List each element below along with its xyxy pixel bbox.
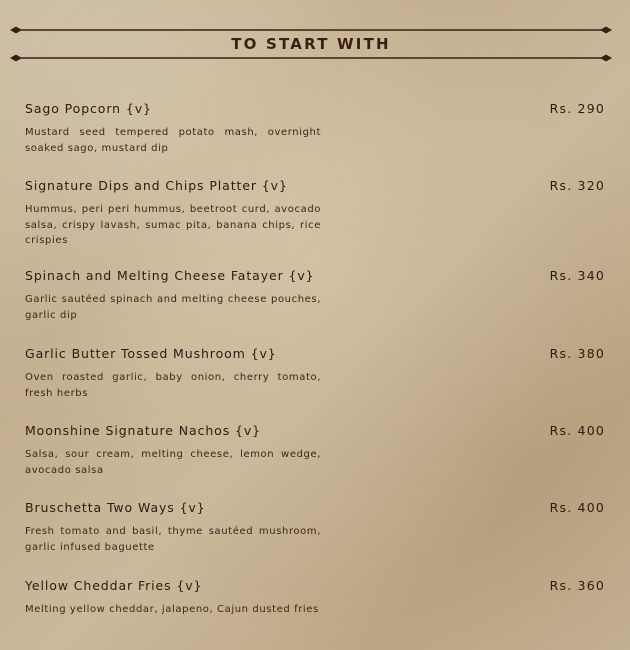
section-header-banner [10, 26, 612, 64]
menu-item-price: Rs. 320 [549, 178, 605, 193]
menu-item-description: Garlic sautéed spinach and melting cheese pouches, garlic dip [25, 294, 321, 321]
menu-item-name: Garlic Butter Tossed Mushroom {v} [25, 346, 277, 361]
menu-item-description: Mustard seed tempered potato mash, overnight soaked sago, mustard dip [25, 127, 321, 154]
section-title: TO START WITH [231, 35, 391, 53]
menu-item-name: Bruschetta Two Ways {v} [25, 500, 206, 515]
menu-item-description: Melting yellow cheddar, jalapeno, Cajun dusted fries [25, 604, 319, 615]
menu-item-name: Signature Dips and Chips Platter {v} [25, 178, 288, 193]
menu-item-description: Hummus, peri peri hummus, beetroot curd, avocado salsa, crispy lavash, sumac pita, banana chips, rice crispies [25, 204, 321, 246]
menu-item-description: Salsa, sour cream, melting cheese, lemon wedge, avocado salsa [25, 449, 321, 476]
menu-item-price: Rs. 380 [549, 346, 605, 361]
menu-item-description: Oven roasted garlic, baby onion, cherry tomato, fresh herbs [25, 372, 321, 399]
menu-item-name: Sago Popcorn {v} [25, 101, 152, 116]
menu-item-description: Fresh tomato and basil, thyme sautéed mushroom, garlic infused baguette [25, 526, 321, 553]
menu-item-price: Rs. 400 [549, 500, 605, 515]
menu-item-price: Rs. 360 [549, 578, 605, 593]
menu-item-price: Rs. 400 [549, 423, 605, 438]
menu-item-price: Rs. 340 [549, 268, 605, 283]
menu-item-name: Yellow Cheddar Fries {v} [25, 578, 203, 593]
menu-item-name: Spinach and Melting Cheese Fatayer {v} [25, 268, 315, 283]
menu-item-price: Rs. 290 [549, 101, 605, 116]
menu-item-name: Moonshine Signature Nachos {v} [25, 423, 262, 438]
